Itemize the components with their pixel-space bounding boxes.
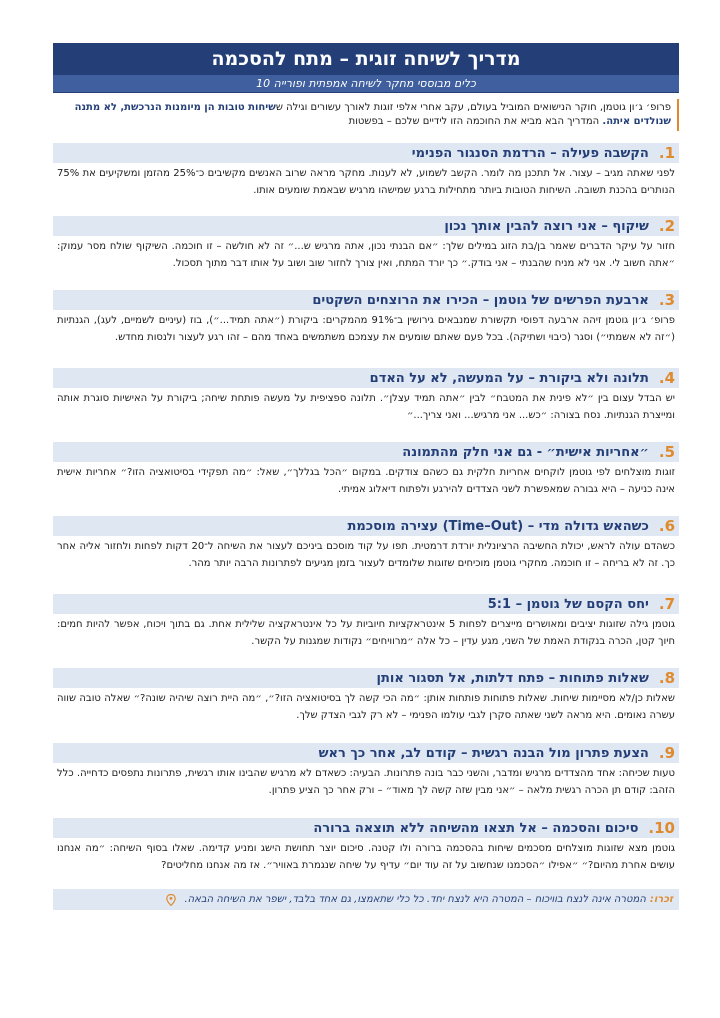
section-8 (53, 668, 679, 724)
section-1 (53, 143, 679, 199)
footer-text: המטרה אינה לנצח בוויכוח – המטרה היא לנצח יחד. כל כלי שתאמצו, גם אחד בלבד, ישפר את השיחה הבאה. (184, 894, 646, 905)
section-title: שיקוף – אני רוצה להבין אותך נכון (444, 218, 649, 234)
section-header (53, 216, 679, 236)
intro-closing: המדריך הבא מביא את החוכמה הזו לידיים שלכם – בפשטות (348, 116, 603, 127)
section-title: יחס הקסם של גוטמן – 5:1 (487, 596, 649, 612)
section-body: זוגות מוצלחים לפי גוטמן לוקחים אחריות חלקית גם כשהם צודקים. במקום ״הכל בגללך״, שאל: ״מה תפקידי בסיטואציה הזו?״ אחריות אישית אינה כניעה – היא גבורה שמאפשרת לשני הצדדים להירגע ולפתוח דיאלוג אמיתי. (57, 467, 675, 495)
section-title: הקשבה פעילה – הרדמת הסנגור הפנימי (411, 145, 649, 161)
section-number: 2. (658, 217, 675, 235)
section-number: 5. (658, 443, 675, 461)
intro-box (53, 99, 679, 131)
header-banner (53, 43, 679, 93)
pin-icon (166, 894, 176, 906)
section-header (53, 594, 679, 614)
section-6 (53, 516, 679, 572)
section-header (53, 516, 679, 536)
section-number: 6. (658, 517, 675, 535)
section-body: יש הבדל עצום בין ״לא פינית את המטבח״ לבין ״אתה תמיד עצלן״. תלונה ספציפית על מעשה פותחת שיחה; ביקורת על האישיות סוגרת אותה ומייצרת הגנתיות. נסח בצורה: ״כש... אני מרגיש... ואני צריך...״ (57, 393, 675, 421)
section-title: ארבעת הפרשים של גוטמן – הכירו את הרוצחים השקטים (312, 292, 649, 308)
footer-tip (53, 889, 679, 910)
section-3 (53, 290, 679, 346)
section-number: 8. (658, 669, 675, 687)
section-title: הצעת פתרון מול הבנה רגשית – קודם לב, אחר כך ראש (318, 745, 649, 761)
section-number: 1. (658, 144, 675, 162)
section-number: 4. (658, 369, 675, 387)
section-header (53, 143, 679, 163)
section-number: 10. (648, 819, 675, 837)
footer-lead: זכרו: (649, 894, 673, 905)
intro-emphasis: שיחות טובות הן מיומנות הנרכשת, לא מתנה שנולדים איתה. (74, 102, 671, 127)
section-4 (53, 368, 679, 424)
section-5 (53, 442, 679, 498)
section-body: פרופ׳ ג׳ון גוטמן זיהה ארבעה דפוסי תקשורת שמנבאים גירושין ב־91% מהמקרים: ביקורת (״אתה תמיד...״), בוז (עיניים לשמיים, לעג), הגנתיות (״זה לא אשמתי״) וסגר (כיבוי ושתיקה). בכל פעם שאתם שומעים את עצמכם משתמשים באחד מהם – זהו רגע לעצור ולנסות מחדש. (57, 315, 675, 343)
section-title: סיכום והסכמה – אל תצאו מהשיחה ללא תוצאה ברורה (313, 820, 639, 836)
section-2 (53, 216, 679, 272)
section-body: טעות שכיחה: אחד מהצדדים מרגיש ומדבר, והשני כבר בונה פתרונות. הבעיה: כשאדם לא מרגיש שהבינו אותו רגשית, פתרונות נתפסים כדחייה. כלל הזהב: קודם תן הכרה רגשית מלאה – ״אני מבין שזה קשה לך מאוד״ – ורק אחר כך הציע פתרון. (57, 768, 675, 796)
section-body: לפני שאתה מגיב – עצור. אל תתכנן מה לומר. הקשב לשמוע, לא לענות. מחקר מראה שרוב האנשים מקשיבים כ־25% מהזמן ומשקיעים את 75% הנותרים בהכנת תשובה. השיחות הטובות ביותר מתחילות ברגע שמישהו מרגיש שבאמת שומעים אותו. (57, 168, 676, 196)
page-subtitle: כלים מבוססי מחקר לשיחה אמפתית ופורייה 10 (53, 75, 679, 92)
section-number: 9. (658, 744, 675, 762)
section-header (53, 290, 679, 310)
section-body: כשהדם עולה לראש, יכולת החשיבה הרציונלית יורדת דרמטית. תפו על קוד מוסכם ביניכם לעצור את השיחה ל־20 דקות לפחות ולחזור אליה אחר כך. זה לא בריחה – זו חוכמה. מחקרי גוטמן מוכיחים שזוגות שלומדים לעצור בזמן מגיעים לפתרונות הרבה יותר מהר. (57, 541, 675, 569)
section-header (53, 818, 679, 838)
section-title: תלונה ולא ביקורת – על המעשה, לא על האדם (369, 370, 649, 386)
section-number: 7. (658, 595, 675, 613)
section-header (53, 368, 679, 388)
section-body: גוטמן גילה שזוגות יציבים ומאושרים מייצרים לפחות 5 אינטראקציות חיוביות על כל אינטראקציה שלילית אחת. גם בתוך ויכוח, אפשר להיות חמים: חיוך קטן, הכרה בנקודת האמת של השני, מגע עדין – כל אלה ״מרוויחים״ נקודות שמגנות על הקשר. (57, 619, 676, 647)
section-title: כשהאש גדולה מדי – (Time–Out) עצירה מוסכמת (347, 518, 649, 534)
section-header (53, 442, 679, 462)
page-title: מדריך לשיחה זוגית – מתח להסכמה (211, 48, 521, 70)
section-9 (53, 743, 679, 799)
intro-text: פרופ׳ ג׳ון גוטמן, חוקר הנישואים המוביל בעולם, עקב אחרי אלפי זוגות לאורך עשורים וגילה ש (275, 102, 671, 113)
section-10 (53, 818, 679, 874)
section-7 (53, 594, 679, 650)
section-title: שאלות פתוחות – פתח דלתות, אל תסגור אותן (376, 670, 649, 686)
section-header (53, 668, 679, 688)
section-body: שאלות כן/לא מסיימות שיחות. שאלות פתוחות פותחות אותן: ״מה הכי קשה לך בסיטואציה הזו?״, ״מה היית רוצה שיהיה שונה?״ שאלה טובה שווה עשרה נאומים. היא מראה לשני שאתה סקרן לגבי עולמו הפנימי – לא רק לגבי הצדק שלך. (57, 693, 675, 721)
section-body: חזור על עיקר הדברים שאמר בן/בת הזוג במילים שלך: ״אם הבנתי נכון, אתה מרגיש ש...״ זה לא חולשה – זו חוכמה. השיקוף שולח מסר עמוק: ״אתה חשוב לי. אני לא מניח שהבנתי – אני בודק.״ כך יורד המתח, ואין צורך לחזור שוב ושוב על אותו דבר מתוך תסכול. (57, 241, 675, 269)
section-body: גוטמן מצא שזוגות מוצלחים מסכמים שיחות בהסכמה ברורה ולו קטנה. סיכום יוצר תחושת הישג ומניע קדימה. שאלו בסוף השיחה: ״מה אנחנו עושים אחרת מהיום?״ ״אפילו ״הסכמנו שנחשוב על זה עוד יום״ עדיף על שיחה שנגמרת באוויר״. אז מה אנחנו מחליטים? (57, 843, 675, 871)
section-title: ״אחריות אישית״ - גם אני חלק מהתמונה (402, 444, 649, 460)
section-header (53, 743, 679, 763)
section-number: 3. (658, 291, 675, 309)
